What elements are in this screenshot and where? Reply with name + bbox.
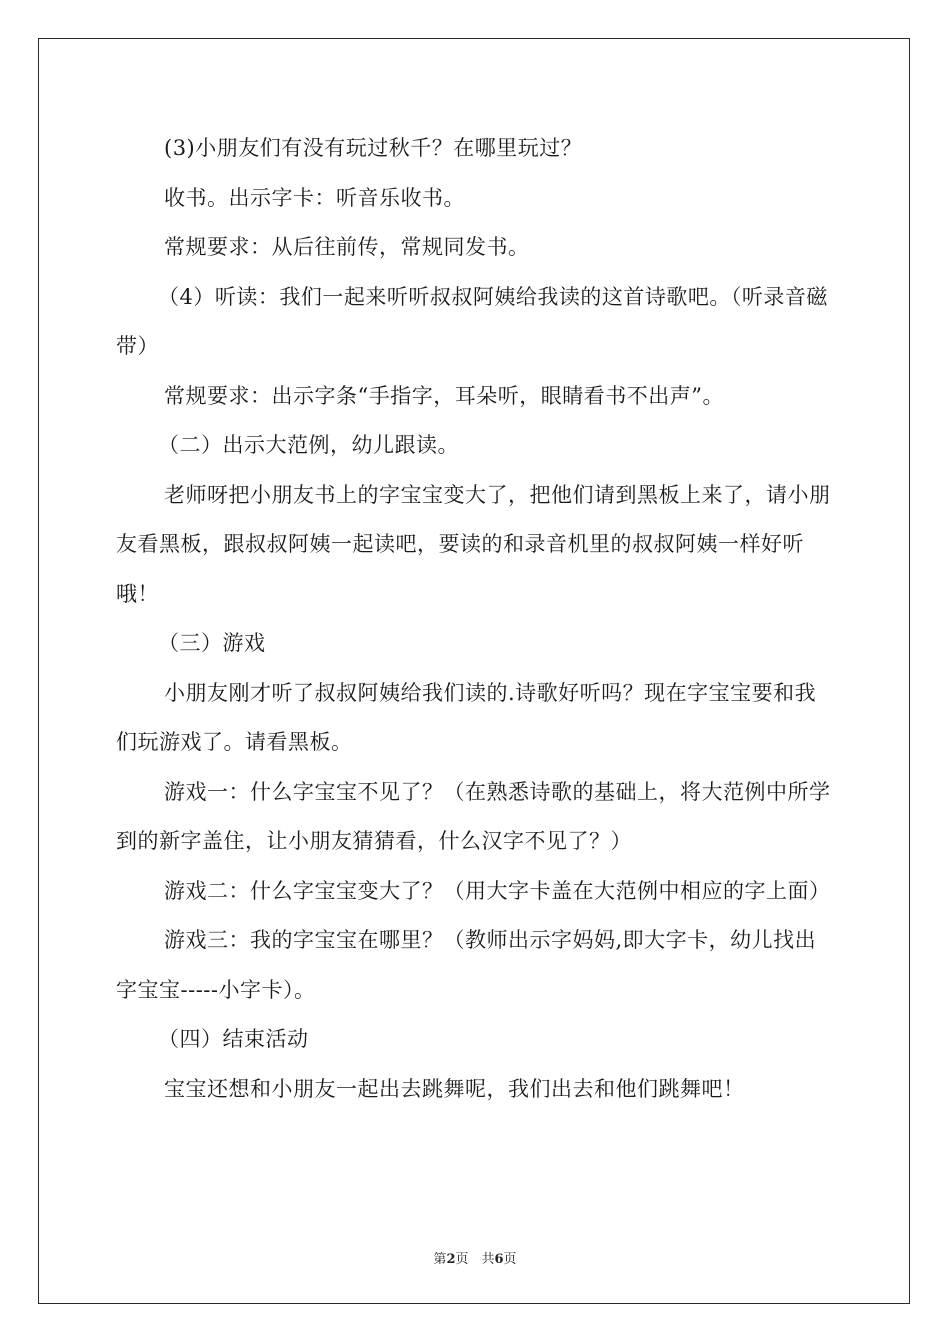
paragraph: （三）游戏 [158, 631, 266, 655]
paragraph: 收书。出示字卡：听音乐收书。 [164, 185, 465, 210]
paragraph: 游戏三：我的字宝宝在哪里？（教师出示字妈妈,即大字卡，幼儿找出字宝宝-----小字卡）。 [116, 928, 817, 1002]
footer-total-pages: 6 [494, 1252, 504, 1267]
document-body [116, 124, 836, 1114]
page-footer [0, 1248, 950, 1267]
paragraph: 老师呀把小朋友书上的字宝宝变大了，把他们请到黑板上来了，请小朋友看黑板，跟叔叔阿姨一起读吧，要读的和录音机里的叔叔阿姨一样好听哦！ [116, 482, 831, 606]
paragraph: (3)小朋友们有没有玩过秋千？在哪里玩过？ [164, 136, 583, 160]
footer-suffix: 页 [503, 1252, 517, 1267]
paragraph: （4）听读：我们一起来听听叔叔阿姨给我读的这首诗歌吧。（听录音磁带） [116, 284, 828, 358]
footer-page-number: 2 [446, 1252, 456, 1267]
paragraph: 常规要求：出示字条“手指字，耳朵听，眼睛看书不出声”。 [164, 383, 724, 408]
paragraph: （四）结束活动 [158, 1027, 309, 1051]
paragraph: 小朋友刚才听了叔叔阿姨给我们读的.诗歌好听吗？现在字宝宝要和我们玩游戏了。请看黑板。 [116, 680, 817, 754]
paragraph: 常规要求：从后往前传，常规同发书。 [164, 235, 530, 259]
paragraph: 游戏二：什么字宝宝变大了？（用大字卡盖在大范例中相应的字上面） [164, 878, 831, 903]
footer-prefix: 第 [433, 1252, 447, 1267]
footer-mid: 页 共 [455, 1252, 495, 1267]
paragraph: 宝宝还想和小朋友一起出去跳舞呢，我们出去和他们跳舞吧！ [164, 1076, 745, 1101]
paragraph: 游戏一：什么字宝宝不见了？（在熟悉诗歌的基础上，将大范例中所学到的新字盖住，让小朋友猜猜看，什么汉字不见了？） [116, 779, 831, 853]
paragraph: （二）出示大范例，幼儿跟读。 [158, 433, 459, 457]
